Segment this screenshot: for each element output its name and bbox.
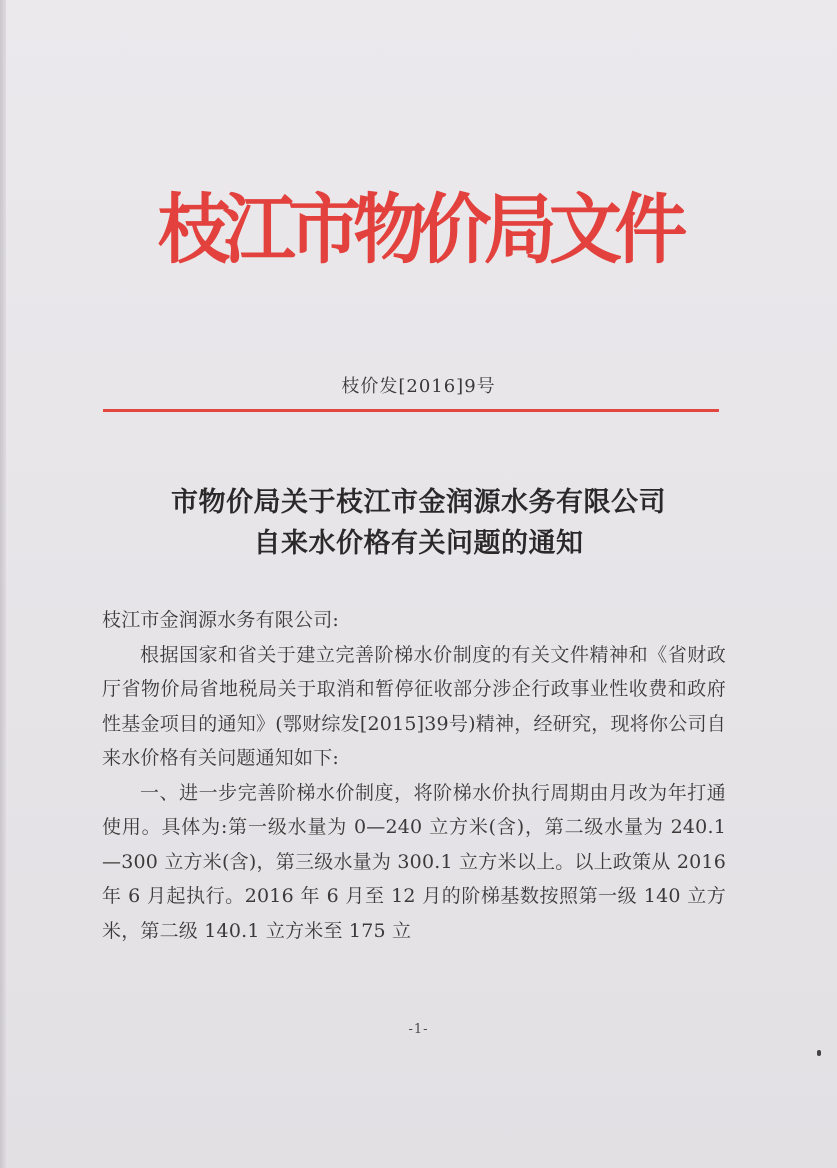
body-paragraph-2: 一、进一步完善阶梯水价制度，将阶梯水价执行周期由月改为年打通使用。具体为:第一级水量为 0—240 立方米(含)，第二级水量为 240.1—300 立方米(含)，第三级水量为 300.1 立方米以上。以上政策从 2016 年 6 月起执行。2016 年 6 月至 12 月的阶梯基数按照第一级 140 立方米，第二级 140.1 立方米至 175 立 [102,781,726,942]
document-title [0,482,837,564]
salutation: 枝江市金润源水务有限公司: [102,609,340,631]
scan-speck [817,1050,821,1056]
page-number: -1- [408,1022,429,1037]
document-body [102,603,726,948]
scan-edge-shadow [0,0,6,1168]
document-title-line-2: 自来水价格有关问题的通知 [253,528,584,559]
body-paragraph-1: 根据国家和省关于建立完善阶梯水价制度的有关文件精神和《省财政厅省物价局省地税局关于取消和暂停征收部分涉企行政事业性收费和政府性基金项目的通知》(鄂财综发[2015]39号)精神，经研究，现将你公司自来水价格有关问题通知如下: [102,643,726,769]
document-header-title: 枝江市物价局文件 [157,185,680,274]
document-number: 枝价发[2016]9号 [341,376,496,397]
document-title-line-1: 市物价局关于枝江市金润源水务有限公司 [171,487,666,518]
red-separator-line [103,409,719,412]
